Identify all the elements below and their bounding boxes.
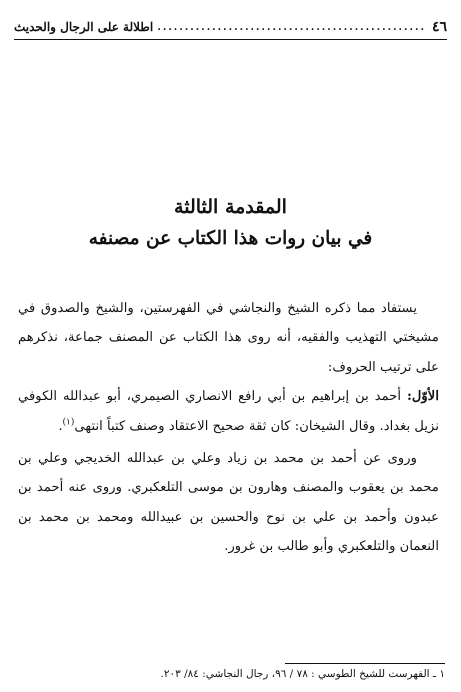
- first-narrator-paragraph: [18, 382, 439, 441]
- page-number: ٤٦: [431, 19, 447, 35]
- first-narrator-end: .: [58, 418, 63, 434]
- footnote-rule: [285, 663, 445, 664]
- header-rule: [14, 39, 447, 40]
- body-text: [18, 294, 439, 562]
- second-paragraph: وروى عن أحمد بن محمد بن زياد وعلي بن عبدالله الخديجي وعلي بن محمد بن يعقوب والمصنف وهارون بن موسى التلعكبري. وروى عنه أحمد بن عبدون وأحمد بن علي بن نوح والحسين بن عبيدالله ومحمد بن محمد بن النعمان والتلعكبري وأبو طالب بن غرور.: [18, 451, 439, 555]
- running-head: [14, 16, 447, 38]
- intro-paragraph: يستفاد مما ذكره الشيخ والنجاشي في الفهرستين، والشيخ والصدوق في مشيختي التهذيب والفقيه، أنه روى هذا الكتاب عن المصنف جماعة، نذكرهم على ترتيب الحروف:: [18, 301, 439, 375]
- chapter-title: المقدمة الثالثة: [174, 196, 287, 218]
- running-head-title: اطلالة على الرجال والحديث: [14, 20, 154, 34]
- footnote: ١ ـ الفهرست للشيخ الطوسي : ٧٨ / ٩٦، رجال النجاشي: ٨٤/ ٢٠٣.: [160, 668, 445, 680]
- leader-dots: [155, 22, 426, 33]
- chapter-subtitle: في بيان روات هذا الكتاب عن مصنفه: [88, 228, 373, 249]
- footnote-marker[interactable]: (١): [62, 417, 75, 428]
- first-narrator-text: أحمد بن إبراهيم بن أبي رافع الانصاري الصيمري، أبو عبدالله الكوفي نزيل بغداد. وقال الشيخان: كان ثقة صحيح الاعتقاد وصنف كتباً انتهى: [18, 389, 439, 434]
- first-narrator-label: الأوّل:: [406, 389, 439, 405]
